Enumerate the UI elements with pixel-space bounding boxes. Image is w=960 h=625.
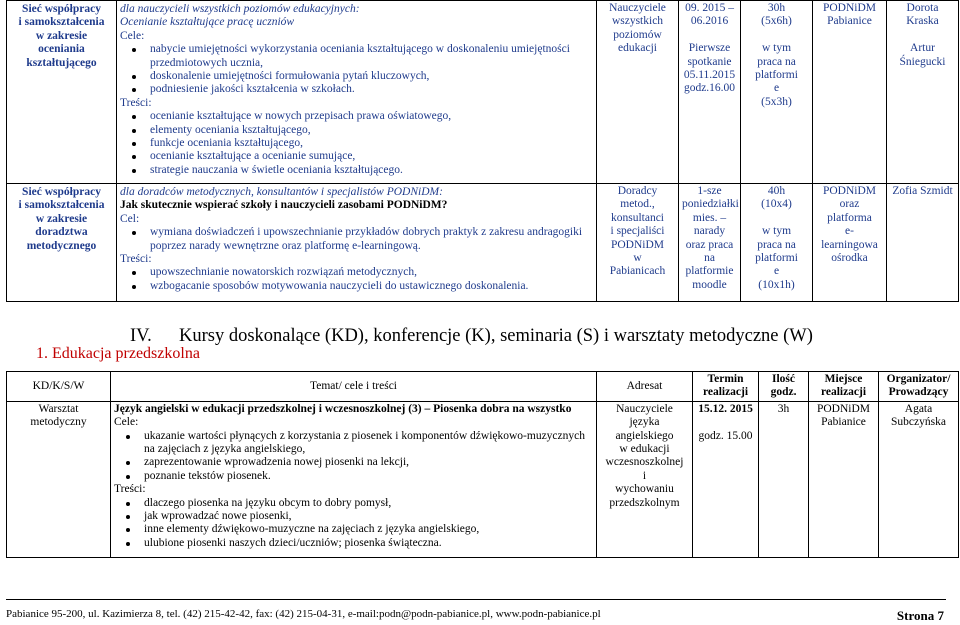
type-cell bbox=[7, 401, 111, 557]
organizator-line: Kraska bbox=[906, 15, 939, 28]
adresat-cell bbox=[597, 1, 679, 184]
tresci-label: Treści: bbox=[120, 253, 152, 266]
organizator-line: Artur bbox=[910, 42, 935, 55]
miejsce-line: learningowa bbox=[821, 238, 878, 251]
termin-line: 15.12. 2015 bbox=[698, 402, 753, 415]
organizator-line bbox=[890, 29, 955, 42]
ilosc-line: 30h bbox=[767, 2, 786, 14]
tresci-label: Treści: bbox=[114, 483, 146, 496]
adresat-cell bbox=[597, 184, 679, 302]
adresat-line: Nauczyciele bbox=[616, 402, 673, 415]
topic-title: Jak skutecznie wspierać szkoły i nauczycieli zasobami PODNiDM? bbox=[120, 199, 448, 212]
miejsce-line: Pabianice bbox=[821, 416, 866, 429]
description-cell bbox=[117, 1, 597, 184]
ilosc-line: (5x3h) bbox=[761, 95, 792, 108]
adresat-line: wszystkich bbox=[611, 15, 664, 28]
program-name-line: Sieć współpracy bbox=[22, 3, 101, 15]
termin-line: oraz praca bbox=[685, 238, 734, 251]
cele-label: Cel: bbox=[120, 212, 140, 225]
ilosc-line bbox=[744, 29, 809, 42]
tresci-label: Treści: bbox=[120, 96, 152, 109]
adresat-line: i specjaliści bbox=[610, 225, 665, 238]
termin-line: godz.16.00 bbox=[683, 82, 736, 95]
termin-line: na bbox=[704, 252, 715, 265]
ilosc-line: e bbox=[773, 82, 780, 95]
description-cell bbox=[111, 401, 597, 557]
organizator-line: Dorota bbox=[906, 2, 939, 14]
list-item: ukazanie wartości płynących z korzystania z piosenek i komponentów dźwiękowo-muzycznych na zajęciach z języka angielskiego, bbox=[144, 430, 593, 457]
adresat-cell bbox=[597, 401, 693, 557]
table-row bbox=[7, 1, 959, 184]
table-row bbox=[7, 401, 959, 557]
ilosc-line: (10x1h) bbox=[758, 278, 795, 291]
list-item: zaprezentowanie wprowadzenia nowej piosenki na lekcji, bbox=[144, 456, 593, 469]
organizator-cell bbox=[887, 184, 959, 302]
audience-text: dla nauczycieli wszystkich poziomów edukacyjnych: bbox=[120, 3, 360, 15]
termin-line: 1-sze bbox=[697, 185, 722, 197]
miejsce-cell bbox=[813, 184, 887, 302]
termin-line: moodle bbox=[692, 278, 727, 291]
termin-line: 06.2016 bbox=[690, 15, 729, 28]
termin-line: spotkanie bbox=[687, 55, 732, 68]
ilosc-line: (5x6h) bbox=[761, 15, 792, 28]
adresat-line: w bbox=[633, 252, 642, 265]
header-topic: Temat/ cele i treści bbox=[111, 372, 597, 402]
adresat-line: poziomów bbox=[613, 28, 662, 41]
header-ilosc-line: Ilość bbox=[772, 373, 795, 385]
program-name-cell bbox=[7, 184, 117, 302]
miejsce-line: e- bbox=[845, 225, 854, 238]
topic-title: Język angielski w edukacji przedszkolnej i wczesnoszkolnej (3) – Piosenka dobra na wszystko bbox=[114, 402, 572, 415]
program-name-line: oceniania bbox=[38, 43, 85, 56]
description-cell bbox=[117, 184, 597, 302]
adresat-line: języka bbox=[629, 416, 660, 429]
program-name-line: i samokształcenia bbox=[18, 199, 105, 212]
ilosc-line: praca na bbox=[757, 238, 796, 251]
section-subtitle: 1. Edukacja przedszkolna bbox=[36, 345, 200, 362]
header-adresat: Adresat bbox=[597, 372, 693, 402]
header-ilosc bbox=[759, 372, 809, 402]
ilosc-line: platformi bbox=[755, 69, 798, 82]
miejsce-line: oraz bbox=[839, 198, 860, 211]
program-name-line: w zakresie bbox=[35, 212, 88, 225]
ilosc-cell bbox=[741, 1, 813, 184]
list-item: inne elementy dźwiękowo-muzyczne na zajęciach z języka angielskiego, bbox=[144, 523, 593, 536]
ilosc-line: e bbox=[773, 265, 780, 278]
header-miejsce bbox=[809, 372, 879, 402]
cele-label: Cele: bbox=[120, 29, 145, 42]
list-item: funkcje oceniania kształtującego, bbox=[150, 137, 593, 150]
adresat-line: angielskiego bbox=[615, 429, 674, 442]
miejsce-line: PODNiDM bbox=[822, 2, 877, 14]
miejsce-line: platforma bbox=[827, 211, 872, 224]
organizator-cell bbox=[879, 401, 959, 557]
organizator-line: Zofia Szmidt bbox=[892, 185, 953, 197]
header-organizator-line: Organizator/ bbox=[886, 373, 951, 385]
list-item: wzbogacanie sposobów motywowania nauczycieli do ustawicznego doskonalenia. bbox=[150, 280, 593, 293]
header-termin-line: Termin bbox=[707, 373, 744, 385]
tresci-list bbox=[120, 266, 593, 293]
termin-cell bbox=[679, 184, 741, 302]
page-number: Strona 7 bbox=[896, 608, 944, 623]
table-row bbox=[7, 184, 959, 302]
table-header-row bbox=[7, 372, 959, 402]
adresat-line: i bbox=[642, 469, 647, 482]
miejsce-line: ośrodka bbox=[831, 252, 868, 265]
miejsce-cell bbox=[813, 1, 887, 184]
program-name-line: metodycznego bbox=[26, 239, 97, 252]
header-termin-line: realizacji bbox=[702, 386, 749, 399]
termin-cell bbox=[679, 1, 741, 184]
adresat-line: konsultanci bbox=[610, 211, 665, 224]
termin-line: mies. – bbox=[692, 211, 727, 224]
termin-line: platformie bbox=[685, 265, 734, 278]
termin-line: godz. 15.00 bbox=[698, 429, 753, 442]
adresat-line: metod., bbox=[620, 198, 655, 211]
program-name-line: doradztwa bbox=[35, 226, 88, 239]
topic-title: Ocenianie kształtujące pracę uczniów bbox=[120, 16, 295, 29]
program-name-cell bbox=[7, 1, 117, 184]
header-organizator-line: Prowadzący bbox=[888, 386, 949, 399]
cele-list bbox=[120, 226, 593, 253]
list-item: upowszechnianie nowatorskich rozwiązań metodycznych, bbox=[150, 266, 593, 279]
organizator-line: Agata bbox=[904, 402, 933, 415]
ilosc-cell: 3h bbox=[759, 401, 809, 557]
top-program-table bbox=[6, 0, 959, 302]
miejsce-line: Pabianice bbox=[827, 15, 872, 28]
list-item: ocenianie kształtujące a ocenianie sumujące, bbox=[150, 150, 593, 163]
list-item: ulubione piosenki naszych dzieci/uczniów; piosenka świąteczna. bbox=[144, 537, 593, 550]
list-item: elementy oceniania kształtującego, bbox=[150, 124, 593, 137]
type-line: metodyczny bbox=[30, 416, 87, 429]
header-ilosc-line: godz. bbox=[770, 386, 797, 399]
termin-line: Pierwsze bbox=[688, 42, 731, 55]
ilosc-line: w tym bbox=[761, 42, 792, 55]
ilosc-line: 40h bbox=[767, 185, 786, 197]
tresci-list bbox=[120, 110, 593, 177]
miejsce-cell bbox=[809, 401, 879, 557]
program-name-line: i samokształcenia bbox=[18, 16, 105, 29]
adresat-line: edukacji bbox=[618, 42, 657, 55]
list-item: strategie nauczania w świetle oceniania kształtującego. bbox=[150, 164, 593, 177]
adresat-line: Pabianicach bbox=[609, 265, 666, 278]
ilosc-line: praca na bbox=[757, 55, 796, 68]
list-item: wymiana doświadczeń i upowszechnianie przykładów dobrych praktyk z zakresu andragogiki poprzez narady wewnętrzne oraz platformę e-learningową. bbox=[150, 226, 593, 253]
section-title: Kursy doskonalące (KD), konferencje (K), seminaria (S) i warsztaty metodyczne (W) bbox=[179, 326, 813, 346]
termin-line: narady bbox=[693, 225, 726, 238]
ilosc-cell bbox=[741, 184, 813, 302]
program-name-line: kształtującego bbox=[26, 56, 97, 69]
ilosc-line bbox=[744, 212, 809, 225]
list-item: doskonalenie umiejętności formułowania pytań kluczowych, bbox=[150, 70, 593, 83]
termin-line: poniedziałki bbox=[682, 198, 739, 211]
header-termin bbox=[693, 372, 759, 402]
organizator-cell bbox=[887, 1, 959, 184]
termin-line bbox=[696, 416, 755, 429]
audience-text: dla doradców metodycznych, konsultantów i specjalistów PODNiDM: bbox=[120, 186, 443, 198]
organizator-line: Śniegucki bbox=[899, 55, 946, 68]
adresat-line: przedszkolnym bbox=[609, 496, 680, 509]
header-type: KD/K/S/W bbox=[7, 372, 111, 402]
list-item: nabycie umiejętności wykorzystania oceniania kształtującego w doskonaleniu umiejętności przedmiotowych ucznia, bbox=[150, 43, 593, 70]
organizator-line: Subczyńska bbox=[891, 416, 946, 429]
adresat-line: w edukacji bbox=[619, 443, 670, 456]
course-table bbox=[6, 371, 959, 558]
list-item: poznanie tekstów piosenek. bbox=[144, 470, 593, 483]
cele-list bbox=[114, 430, 593, 484]
program-name-line: w zakresie bbox=[35, 29, 88, 42]
list-item: dlaczego piosenka na języku obcym to dobry pomysł, bbox=[144, 497, 593, 510]
ilosc-line: (10x4) bbox=[761, 198, 792, 211]
ilosc-line: w tym bbox=[761, 225, 792, 238]
header-miejsce-line: Miejsce bbox=[824, 373, 863, 385]
adresat-line: PODNiDM bbox=[610, 238, 665, 251]
termin-cell bbox=[693, 401, 759, 557]
program-name-line: Sieć współpracy bbox=[22, 186, 101, 198]
cele-list bbox=[120, 43, 593, 97]
termin-line: 05.11.2015 bbox=[683, 69, 736, 82]
miejsce-line: PODNiDM bbox=[816, 402, 871, 415]
list-item: jak wprowadzać nowe piosenki, bbox=[144, 510, 593, 523]
list-item: ocenianie kształtujące w nowych przepisach prawa oświatowego, bbox=[150, 110, 593, 123]
ilosc-line: platformi bbox=[755, 252, 798, 265]
adresat-line: wychowaniu bbox=[615, 483, 674, 496]
footer-address: Pabianice 95-200, ul. Kazimierza 8, tel. (42) 215-42-42, fax: (42) 215-04-31, e-mail:podn@podn-pabianice.pl, www.podn-pabianice.pl bbox=[6, 608, 601, 620]
list-item: podniesienie jakości kształcenia w szkołach. bbox=[150, 83, 593, 96]
header-organizator bbox=[879, 372, 959, 402]
termin-line: 09. 2015 – bbox=[685, 2, 734, 14]
tresci-list bbox=[114, 497, 593, 551]
section-number: IV. bbox=[130, 326, 152, 346]
header-miejsce-line: realizacji bbox=[820, 386, 867, 399]
adresat-line: Doradcy bbox=[617, 185, 658, 197]
type-line: Warsztat bbox=[38, 402, 79, 415]
adresat-line: wczesnoszkolnej bbox=[605, 456, 684, 469]
termin-line bbox=[682, 29, 737, 42]
adresat-line: Nauczyciele bbox=[609, 2, 666, 14]
miejsce-line: PODNiDM bbox=[822, 185, 877, 197]
section-heading bbox=[130, 326, 813, 347]
cele-label: Cele: bbox=[114, 416, 139, 429]
page-footer bbox=[6, 599, 946, 623]
